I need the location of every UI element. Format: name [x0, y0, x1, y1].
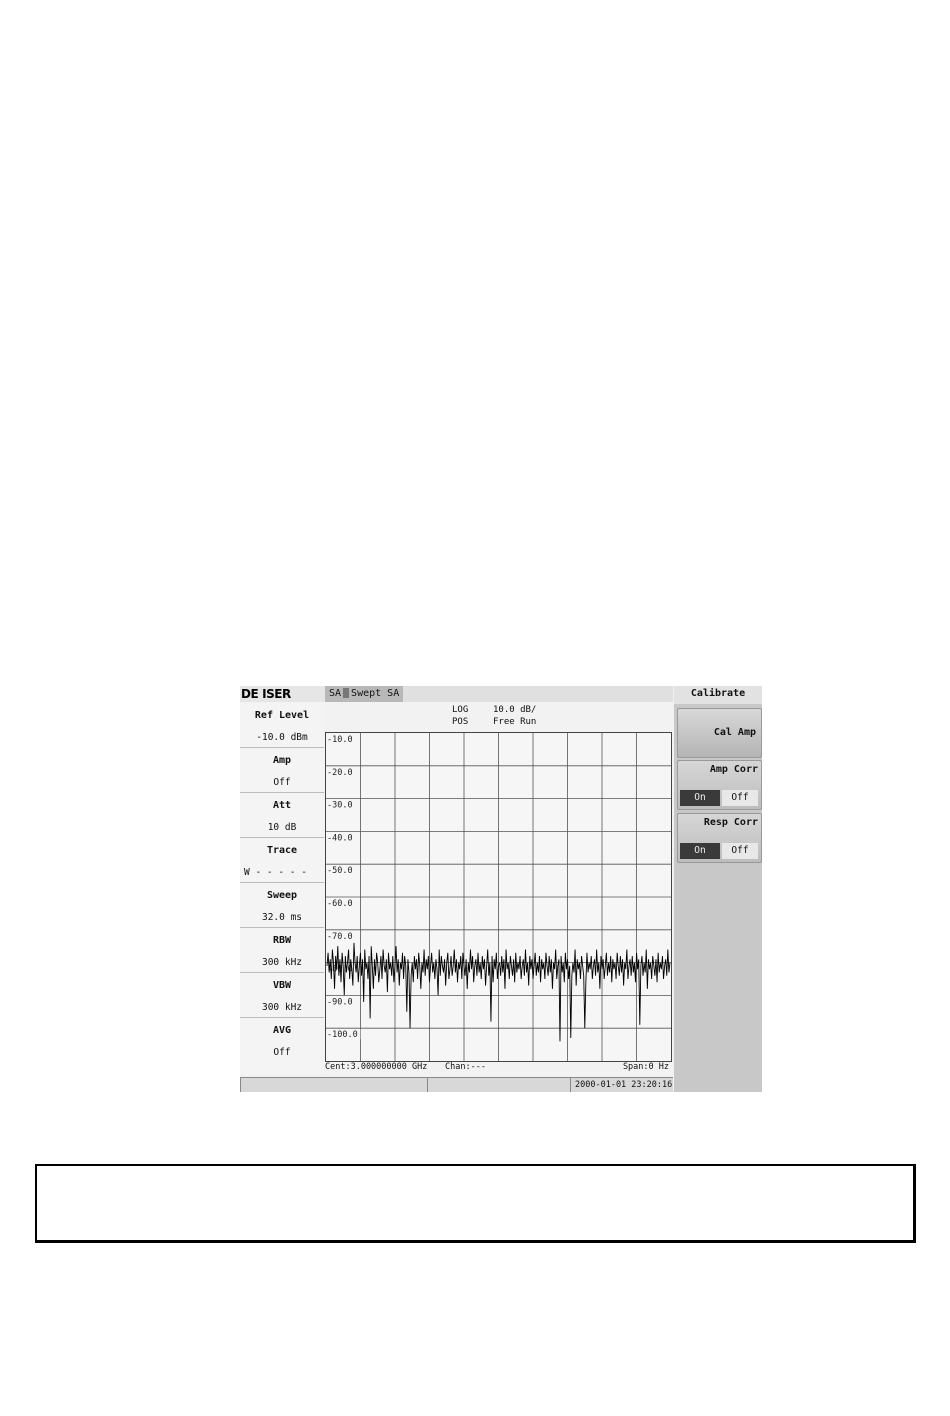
cal-amp-label: Cal Amp [713, 727, 756, 738]
submode-label: Swept SA [351, 688, 400, 699]
y-axis-ticks [327, 734, 361, 1040]
att-label: Att [272, 800, 292, 811]
status-segment [427, 1078, 428, 1092]
y-tick-label: -40.0 [327, 833, 353, 844]
menu-title: Calibrate [674, 686, 762, 704]
y-tick-label: -50.0 [327, 866, 353, 877]
rbw-item[interactable] [240, 928, 324, 973]
scale-per-div: 10.0 dB/ [493, 705, 537, 715]
ref-level-value: -10.0 dBm [256, 732, 308, 743]
vbw-value: 300 kHz [261, 1002, 303, 1013]
vbw-label: VBW [272, 980, 292, 991]
avg-label: AVG [272, 1025, 292, 1036]
spectrum-chart [326, 733, 671, 1061]
amp-corr-off[interactable]: Off [722, 790, 758, 806]
y-tick-label: -90.0 [327, 997, 353, 1008]
vbw-item[interactable] [240, 973, 324, 1018]
trace-item[interactable] [240, 838, 324, 883]
channel: Chan:--- [445, 1062, 486, 1072]
y-tick-label: -30.0 [327, 800, 353, 811]
amp-corr-label: Amp Corr [709, 764, 758, 775]
trace-label: Trace [266, 845, 298, 856]
y-tick-label: -60.0 [327, 899, 353, 909]
caption-box [35, 1164, 916, 1243]
softkey-panel [674, 686, 762, 1092]
detector-mode: POS [452, 717, 469, 727]
amp-item[interactable] [240, 748, 324, 793]
devisor-logo: DE ISER [241, 687, 291, 701]
separator-icon [343, 688, 349, 698]
ref-level-item[interactable] [240, 703, 324, 748]
amp-value: Off [273, 777, 291, 788]
span: Span:0 Hz [622, 1062, 669, 1072]
plot-footer [325, 1061, 673, 1073]
measurement-info [325, 703, 673, 730]
status-segment [240, 1078, 241, 1092]
scale-type: LOG [452, 705, 469, 715]
sweep-value: 32.0 ms [261, 912, 303, 923]
sweep-label: Sweep [266, 890, 298, 901]
grid [326, 733, 671, 1061]
resp-corr-toggle[interactable] [677, 813, 762, 863]
mode-tab[interactable] [325, 686, 403, 702]
brand-bar [240, 686, 325, 702]
y-tick-label: -70.0 [327, 931, 353, 942]
mode-bar [325, 686, 673, 702]
ref-level-label: Ref Level [254, 710, 310, 721]
rbw-label: RBW [272, 935, 292, 946]
rbw-value: 300 kHz [261, 957, 303, 968]
sweep-item[interactable] [240, 883, 324, 928]
att-value: 10 dB [267, 822, 297, 833]
amp-label: Amp [272, 755, 292, 766]
resp-corr-off[interactable]: Off [722, 843, 758, 859]
spectrum-plot[interactable] [325, 732, 672, 1062]
trace-value: W - - - - - [244, 867, 307, 878]
cal-amp-button[interactable] [677, 708, 762, 758]
parameter-panel [240, 703, 324, 1074]
avg-item[interactable] [240, 1018, 324, 1062]
amp-corr-on[interactable]: On [680, 790, 720, 806]
y-tick-label: -80.0 [327, 964, 353, 975]
att-item[interactable] [240, 793, 324, 838]
resp-corr-on[interactable]: On [680, 843, 720, 859]
timestamp: 2000-01-01 23:20:16 [575, 1080, 673, 1090]
status-bar [240, 1077, 673, 1092]
trigger-mode: Free Run [493, 717, 537, 727]
analyzer-screen [240, 686, 762, 1092]
status-segment [570, 1078, 571, 1092]
amp-corr-toggle[interactable] [677, 760, 762, 810]
center-frequency: Cent:3.000000000 GHz [325, 1062, 428, 1072]
resp-corr-label: Resp Corr [703, 817, 758, 828]
y-tick-label: -10.0 [327, 735, 353, 745]
avg-value: Off [273, 1047, 291, 1058]
mode-label: SA [329, 688, 342, 699]
y-tick-label: -100.0 [327, 1030, 358, 1041]
y-tick-label: -20.0 [327, 767, 353, 778]
